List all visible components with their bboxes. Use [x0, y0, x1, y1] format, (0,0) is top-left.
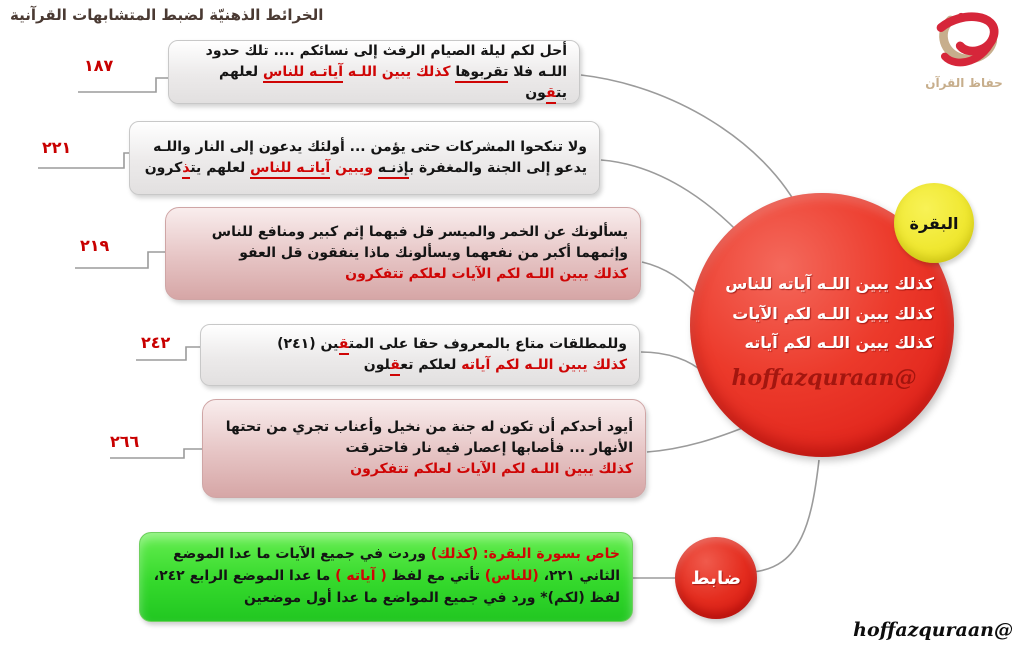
curve-anchor-to-circle	[752, 460, 819, 572]
logo-caption: حفاظ القرآن	[925, 76, 1003, 90]
verse-number-187: ١٨٧	[84, 56, 114, 75]
verse-box-221	[129, 121, 600, 195]
circle-watermark: @hoffazquraan	[731, 365, 917, 391]
anchor-circle: ضابط	[675, 537, 757, 619]
hoffaz-logo-icon	[916, 8, 1012, 78]
verse-number-221: ٢٢١	[42, 138, 72, 157]
center-circle-text: كذلك يبين اللـه آياته للناس كذلك يبين اللـه لكم الآيات كذلك يبين اللـه لكم آياته	[725, 274, 934, 353]
hoffaz-logo	[916, 8, 1012, 90]
verse-text-221: ولا تنكحوا المشركات حتى يؤمن ... أولئك يدعون إلى النار واللـه يدعو إلى الجنة والمغفرة ب‍إذنـه ويبين آياتـه للناس لعلهم يت‍‍ذكرون	[142, 137, 587, 179]
verse-box-187	[168, 40, 580, 104]
verse-text-219: يسألونك عن الخمر والميسر قل فيهما إثم كبير ومنافع للناس وإثمهما أكبر من نفعهما ويسألونك ماذا ينفقون قل العفو كذلك يبين اللـه لكم الآيات لعلكم تتفكرون	[211, 224, 628, 282]
verse-box-266	[202, 399, 646, 498]
corner-watermark: @hoffazquraan	[853, 619, 1013, 641]
verse-text-266: أيود أحدكم أن تكون له جنة من نخيل وأعناب تجري من تحتها الأنهار ... فأصابها إعصار فيه نار فاحترقت كذلك يبين اللـه لكم الآيات لعلكم تتفكرون	[225, 419, 633, 477]
verse-text-187: أحل لكم ليلة الصيام الرفث إلى نسائكم .... تلك حدود اللـه فلا تقربوها كذلك يبين اللـه آياتـه للناس لعلهم يت‍‍ق‍‍ون	[181, 41, 567, 104]
verse-box-219	[165, 207, 641, 300]
rule-box	[139, 532, 633, 622]
verse-box-242	[200, 324, 640, 386]
rule-text: خاص بسورة البقرة: (كذلك) وردت في جميع الآيات ما عدا الموضع الثاني ٢٢١، (للناس) تأتي مع لفظ ( آياته ) ما عدا الموضع الرابع ٢٤٢، لفظ (لكم)* ورد في جميع المواضع ما عدا أول موضعين	[153, 546, 620, 606]
verse-text-242: وللمطلقات متاع بالمعروف حقا على المت‍‍ق‍‍ين (٢٤١) كذلك يبين اللـه لكم آياته لعلكم تع‍‍ق‍‍لون	[277, 334, 627, 376]
curve-266-to-circle	[647, 425, 750, 452]
surah-badge: البقرة	[894, 183, 974, 263]
verse-number-266: ٢٦٦	[110, 432, 140, 451]
verse-number-242: ٢٤٢	[141, 333, 171, 352]
page-title: الخرائط الذهنيّة لضبط المتشابهات القرآنية	[10, 6, 324, 24]
connector-187	[78, 78, 168, 92]
verse-number-219: ٢١٩	[80, 236, 110, 255]
